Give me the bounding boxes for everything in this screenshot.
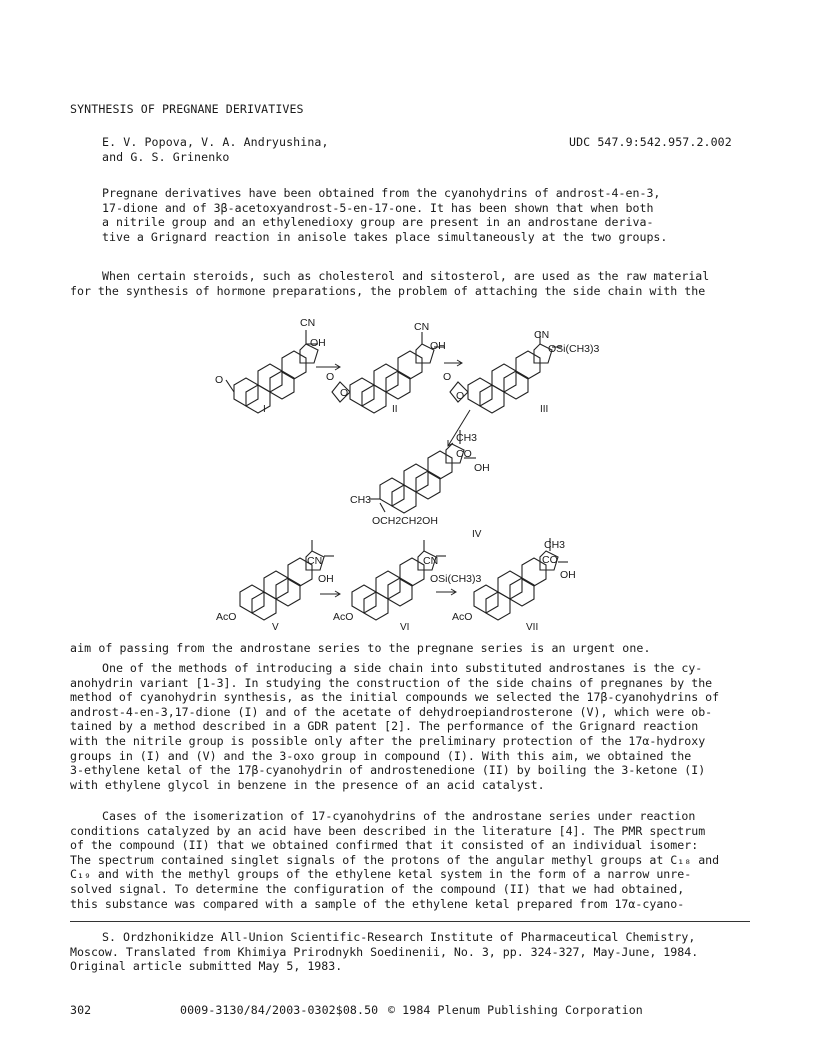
scheme-group-oh-VII: OH — [560, 569, 576, 581]
steroid-skeleton-I — [226, 330, 318, 413]
page-number: 302 — [70, 1003, 92, 1017]
scheme-group-co-IV: CO — [456, 448, 472, 460]
compound-label-III: III — [540, 404, 549, 415]
intro-line: for the synthesis of hormone preparations, the problem of attaching the side chain with the — [70, 283, 706, 298]
body-line: anohydrin variant [1-3]. In studying the construction of the side chains of pregnanes by the — [70, 675, 713, 690]
scheme-group-cn-I: CN — [300, 317, 316, 329]
scheme-group-aco-VII: AcO — [452, 611, 473, 623]
authors-line-1: E. V. Popova, V. A. Andryushina, — [102, 135, 329, 149]
body-line: conditions catalyzed by an acid have been described in the literature [4]. The PMR spectrum — [70, 823, 706, 838]
scheme-group-o-I: O — [215, 374, 224, 386]
body-line: Cases of the isomerization of 17-cyanohydrins of the androstane series under reaction — [102, 809, 696, 823]
steroid-skeleton-II — [332, 332, 445, 413]
scheme-group-otms-III: OSi(CH3)3 — [548, 343, 600, 355]
body-line: method of cyanohydrin synthesis, as the initial compounds we selected the 17β-cyanohydrins of — [70, 690, 720, 705]
abstract-line: a nitrile group and an ethylenedioxy group are present in an androstane deriva- — [102, 215, 654, 230]
scheme-group-aco-VI: AcO — [333, 611, 354, 623]
scheme-group-oh-V: OH — [318, 573, 334, 585]
body-paragraph-2 — [70, 661, 760, 792]
body-paragraph-3 — [70, 809, 760, 911]
scheme-group-o-III-b: O — [456, 390, 465, 402]
scheme-group-o-II-b: O — [340, 387, 349, 399]
scheme-group-o-III-a: O — [443, 371, 452, 383]
compound-label-I: I — [263, 404, 266, 415]
scheme-group-o-II-a: O — [326, 371, 335, 383]
scheme-group-cn-VI: CN — [423, 555, 439, 567]
authors-line-2: and G. S. Grinenko — [102, 150, 230, 164]
copyright-notice: © 1984 Plenum Publishing Corporation — [388, 1003, 643, 1017]
body-line: 3-ethylene ketal of the 17β-cyanohydrin of androstenedione (II) by boiling the 3-ketone (I) — [70, 763, 706, 778]
compound-label-II: II — [392, 404, 398, 415]
footnote-line: Moscow. Translated from Khimiya Prirodnykh Soedinenii, No. 3, pp. 324-327, May-June, 1984. — [70, 944, 699, 959]
body-line: The spectrum contained singlet signals of the protons of the angular methyl groups at C₁₈ and — [70, 852, 720, 867]
body-line: of the compound (II) that we obtained confirmed that it consisted of an individual isomer: — [70, 838, 699, 853]
scheme-group-och2ch2oh-IV: OCH2CH2OH — [372, 515, 438, 527]
journal-code: 0009-3130/84/2003-0302$08.50 — [180, 1003, 379, 1017]
abstract-line: tive a Grignard reaction in anisole takes place simultaneously at the two groups. — [102, 229, 668, 244]
abstract — [102, 186, 792, 244]
footnote-line: S. Ordzhonikidze All-Union Scientific-Research Institute of Pharmaceutical Chemistry, — [102, 930, 696, 944]
udc-code: UDC 547.9:542.957.2.002 — [569, 135, 732, 149]
compound-label-VII: VII — [526, 622, 539, 633]
scheme-group-co-VII: CO — [542, 554, 558, 566]
body-line: tained by a method described in a GDR patent [2]. The performance of the Grignard reaction — [70, 719, 699, 734]
article-title: SYNTHESIS OF PREGNANE DERIVATIVES — [70, 102, 304, 116]
body-line: this substance was compared with a sample of the ethylene ketal prepared from 17α-cyano- — [70, 896, 685, 911]
intro-line: When certain steroids, such as cholesterol and sitosterol, are used as the raw material — [102, 269, 710, 283]
body-line: One of the methods of introducing a side chain into substituted androstanes is the cy- — [102, 661, 703, 675]
abstract-line: Pregnane derivatives have been obtained from the cyanohydrins of androst-4-en-3, — [102, 186, 661, 200]
scheme-group-cn-III: CN — [534, 329, 550, 341]
body-line: with ethylene glycol in benzene in the presence of an acid catalyst. — [70, 777, 545, 792]
intro-paragraph — [70, 269, 760, 298]
post-scheme-line: aim of passing from the androstane series to the pregnane series is an urgent one. — [70, 641, 651, 655]
scheme-group-otms-VI: OSi(CH3)3 — [430, 573, 482, 585]
abstract-line: 17-dione and of 3β-acetoxyandrost-5-en-17-one. It has been shown that when both — [102, 200, 654, 215]
scheme-group-oh-II: OH — [430, 340, 446, 352]
scheme-group-aco-V: AcO — [216, 611, 237, 623]
body-line: androst-4-en-3,17-dione (I) and of the acetate of dehydroepiandrosterone (V), which were ob- — [70, 704, 713, 719]
body-line: groups in (I) and (V) and the 3-oxo group in compound (I). With this aim, we obtained the — [70, 748, 692, 763]
scheme-group-ch3-IV-3: CH3 — [350, 494, 372, 506]
scheme-group-oh-I: OH — [310, 337, 326, 349]
scheme-group-cn-II: CN — [414, 321, 430, 333]
compound-label-VI: VI — [400, 622, 410, 633]
scheme-group-ch3-IV: CH3 — [456, 432, 478, 444]
body-line: C₁₉ and with the methyl groups of the ethylene ketal system in the form of a narrow unre- — [70, 867, 692, 882]
scheme-group-cn-V: CN — [307, 555, 323, 567]
steroid-skeleton-III — [450, 332, 562, 413]
footnote-line: Original article submitted May 5, 1983. — [70, 959, 343, 974]
scheme-group-ch3-VII: CH3 — [544, 539, 566, 551]
footnote — [70, 930, 760, 974]
reaction-scheme — [0, 310, 816, 640]
footnote-divider — [70, 921, 750, 922]
compound-label-IV: IV — [472, 529, 482, 540]
body-line: with the nitrile group is possible only after the preliminary protection of the 17α-hydroxy — [70, 733, 706, 748]
scheme-structures — [226, 330, 568, 620]
body-line: solved signal. To determine the configuration of the compound (II) that we had obtained, — [70, 881, 685, 896]
scheme-group-oh-IV: OH — [474, 462, 490, 474]
compound-label-V: V — [272, 622, 279, 633]
